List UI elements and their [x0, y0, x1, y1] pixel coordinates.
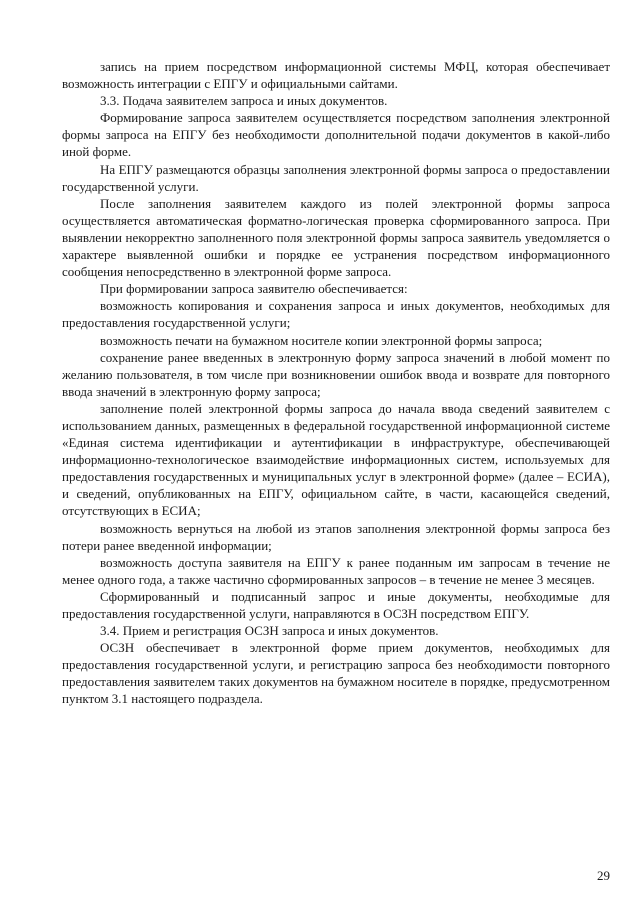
paragraph: После заполнения заявителем каждого из полей электронной формы запроса осуществляется автоматическая форматно-логическая проверка сформированного запроса. При выявлении некорректно заполненного поля электронной формы запроса заявитель уведомляется о характере выявленной ошибки и порядке ее устранения посредством информационного сообщения непосредственно в электронной форме запроса. [62, 195, 610, 280]
section-heading-3-3: 3.3. Подача заявителем запроса и иных документов. [100, 93, 388, 109]
paragraph-continuation: запись на прием посредством информационной системы МФЦ, которая обеспечивает возможность интеграции с ЕПГУ и официальными сайтами. [62, 59, 610, 92]
paragraph: На ЕПГУ размещаются образцы заполнения электронной формы запроса о предоставлении государственной услуги. [62, 161, 610, 194]
list-item: возможность доступа заявителя на ЕПГУ к ранее поданным им запросам в течение не менее одного года, а также частично сформированных запросов – в течение не менее 3 месяцев. [62, 554, 610, 587]
page-number: 29 [597, 868, 610, 883]
document-body [62, 58, 610, 708]
list-item: возможность копирования и сохранения запроса и иных документов, необходимых для предоставления государственной услуги; [62, 298, 610, 331]
list-intro: При формировании запроса заявителю обеспечивается: [100, 281, 408, 297]
paragraph: ОСЗН обеспечивает в электронной форме прием документов, необходимых для предоставления государственной услуги, и регистрацию запроса без необходимости повторного предоставления заявителем таких документов на бумажном носителе в порядке, предусмотренном пунктом 3.1 настоящего подраздела. [62, 640, 610, 707]
list-item: возможность печати на бумажном носителе копии электронной формы запроса; [100, 332, 543, 348]
section-heading-3-4: 3.4. Прием и регистрация ОСЗН запроса и иных документов. [100, 623, 439, 639]
paragraph: Формирование запроса заявителем осуществляется посредством заполнения электронной формы запроса на ЕПГУ без необходимости дополнительной подачи документов в какой-либо иной форме. [62, 110, 610, 160]
list-item: возможность вернуться на любой из этапов заполнения электронной формы запроса без потери ранее введенной информации; [62, 520, 610, 553]
paragraph: Сформированный и подписанный запрос и иные документы, необходимые для предоставления государственной услуги, направляются в ОСЗН посредством ЕПГУ. [62, 588, 610, 621]
list-item: заполнение полей электронной формы запроса до начала ввода сведений заявителем с использованием данных, размещенных в федеральной государственной информационной системе «Единая система идентификации и аутентификации в инфраструктуре, обеспечивающей информационно-технологическое взаимодействие информационных систем, используемых для предоставления государственных и муниципальных услуг в электронной форме» (далее – ЕСИА), и сведений, опубликованных на ЕПГУ, официальном сайте, в части, касающейся сведений, отсутствующих в ЕСИА; [62, 400, 610, 519]
list-item: сохранение ранее введенных в электронную форму запроса значений в любой момент по желанию пользователя, в том числе при возникновении ошибок ввода и возврате для повторного ввода значений в электронную форму запроса; [62, 349, 610, 399]
